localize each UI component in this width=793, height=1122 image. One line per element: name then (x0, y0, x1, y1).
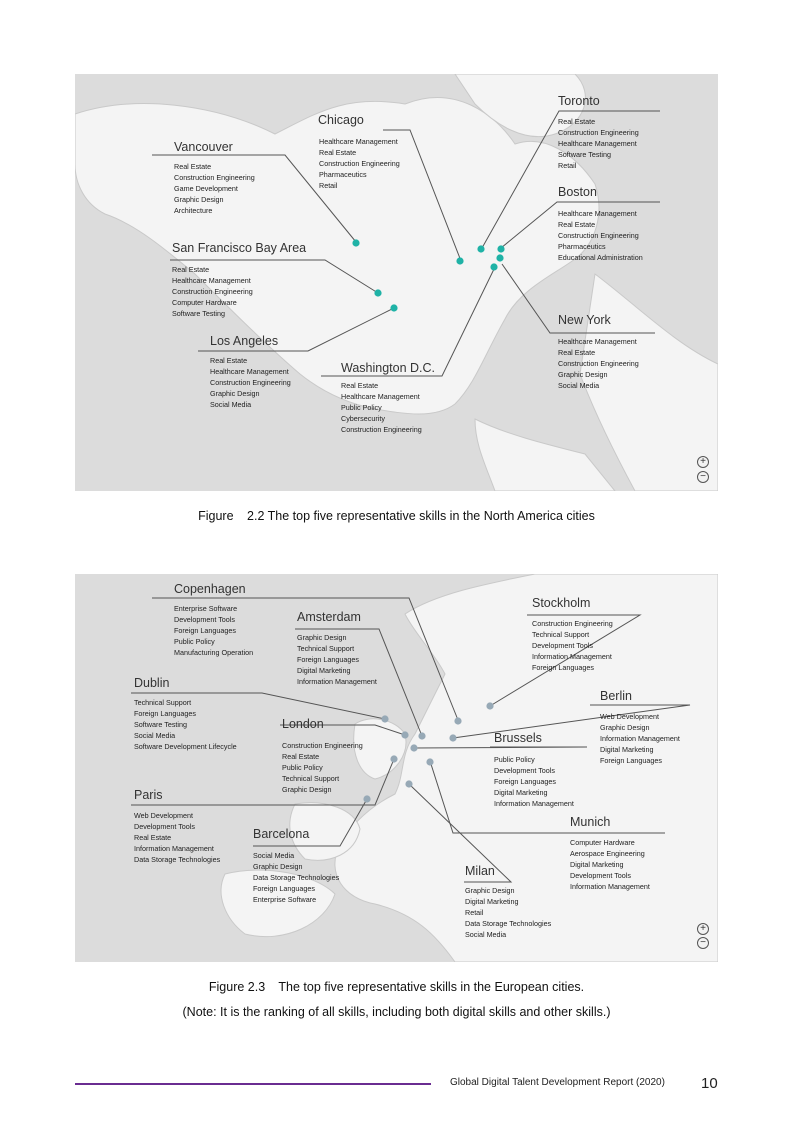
skill-item: Aerospace Engineering (570, 849, 645, 859)
skill-item: Real Estate (210, 356, 248, 365)
skill-item: Technical Support (282, 774, 340, 784)
skill-item: Web Development (600, 712, 659, 721)
skill-item: Real Estate (558, 117, 596, 126)
skill-item: Information Management (494, 799, 574, 809)
skills-list-paris (134, 810, 220, 865)
city-label-new-york: New York (558, 313, 611, 327)
skill-item: Technical Support (297, 644, 355, 654)
skill-item: Construction Engineering (558, 128, 639, 138)
skill-item: Real Estate (282, 752, 320, 762)
city-label-barcelona: Barcelona (253, 827, 310, 841)
skills-list-barcelona (253, 850, 339, 905)
skill-item: Digital Marketing (570, 860, 624, 870)
city-label-boston: Boston (558, 185, 597, 199)
skill-item: Construction Engineering (174, 173, 255, 183)
skill-item: Digital Marketing (465, 897, 519, 907)
marker-brussels (410, 744, 417, 751)
marker-los-angeles (390, 304, 397, 311)
skill-item: Digital Marketing (494, 788, 548, 798)
city-label-los-angeles: Los Angeles (210, 334, 279, 348)
skill-item: Graphic Design (210, 389, 260, 399)
skill-item: Data Storage Technologies (465, 919, 552, 929)
skill-item: Foreign Languages (134, 709, 196, 719)
skill-item: Pharmaceutics (319, 170, 367, 180)
skill-item: Data Storage Technologies (134, 855, 221, 865)
skill-item: Technical Support (532, 630, 590, 640)
skill-item: Graphic Design (253, 862, 303, 872)
marker-san-francisco (374, 289, 381, 296)
marker-new-york (496, 254, 503, 261)
skill-item: Real Estate (341, 381, 379, 390)
skill-item: Real Estate (319, 148, 357, 158)
skill-item: Game Development (174, 184, 238, 194)
skill-item: Graphic Design (297, 633, 347, 642)
city-label-london: London (282, 717, 324, 731)
skill-item: Development Tools (532, 641, 593, 651)
skills-list-london (282, 740, 363, 795)
city-label-berlin: Berlin (600, 689, 632, 703)
skill-item: Construction Engineering (558, 359, 639, 369)
skill-item: Graphic Design (600, 723, 650, 733)
skill-item: Social Media (134, 731, 176, 741)
skill-item: Social Media (253, 851, 295, 860)
skill-item: Development Tools (174, 615, 235, 625)
skill-item: Foreign Languages (253, 884, 315, 894)
zoom-in-button[interactable]: + (697, 456, 709, 468)
skill-item: Enterprise Software (174, 604, 238, 613)
skill-item: Real Estate (558, 348, 596, 358)
skill-item: Information Management (532, 652, 612, 662)
skill-item: Computer Hardware (570, 838, 635, 847)
skill-item: Retail (465, 908, 484, 918)
skills-list-chicago (319, 136, 400, 191)
skill-item: Real Estate (172, 265, 210, 274)
city-label-brussels: Brussels (494, 731, 542, 745)
skill-item: Healthcare Management (341, 392, 420, 402)
figure-text: The top five representative skills in the European cities. (278, 980, 585, 994)
skill-item: Cybersecurity (341, 414, 385, 424)
zoom-out-button[interactable]: − (697, 471, 709, 483)
skill-item: Retail (558, 161, 577, 171)
skill-item: Foreign Languages (494, 777, 556, 787)
marker-barcelona (363, 795, 370, 802)
skills-list-stockholm (532, 618, 613, 673)
skill-item: Software Testing (558, 150, 612, 160)
skill-item: Web Development (134, 811, 193, 820)
skill-item: Software Development Lifecycle (134, 742, 237, 752)
skill-item: Foreign Languages (600, 756, 662, 766)
skill-item: Graphic Design (282, 785, 332, 795)
marker-dublin (381, 715, 388, 722)
skill-item: Construction Engineering (210, 378, 291, 388)
city-label-washington: Washington D.C. (341, 361, 436, 375)
skill-item: Software Testing (172, 309, 226, 319)
skills-list-copenhagen (174, 603, 253, 658)
skill-item: Software Testing (134, 720, 188, 730)
skill-item: Healthcare Management (558, 337, 637, 346)
marker-vancouver (352, 239, 359, 246)
skill-item: Real Estate (134, 833, 172, 843)
skills-list-washington (341, 380, 422, 435)
marker-amsterdam (418, 732, 425, 739)
skills-list-vancouver (174, 161, 255, 216)
figure-text: 2.2 The top five representative skills in the North America cities (247, 509, 595, 523)
skill-item: Construction Engineering (172, 287, 253, 297)
page-number: 10 (701, 1075, 718, 1092)
skill-item: Construction Engineering (282, 741, 363, 750)
figure-caption-eu (0, 980, 793, 994)
skills-list-toronto (558, 116, 639, 171)
figure-note-eu: (Note: It is the ranking of all skills, including both digital skills and other skills.) (182, 1005, 611, 1019)
skill-item: Digital Marketing (297, 666, 351, 676)
europe-map-graphic (75, 574, 718, 962)
skill-item: Social Media (465, 930, 507, 940)
skill-item: Healthcare Management (319, 137, 398, 146)
skill-item: Development Tools (494, 766, 555, 776)
city-label-chicago: Chicago (318, 113, 364, 127)
marker-toronto (477, 245, 484, 252)
skill-item: Construction Engineering (319, 159, 400, 169)
skill-item: Real Estate (558, 220, 596, 230)
skill-item: Construction Engineering (558, 231, 639, 241)
footer-rule (75, 1083, 431, 1085)
marker-berlin (449, 734, 456, 741)
skill-item: Foreign Languages (532, 663, 594, 673)
skill-item: Public Policy (282, 763, 323, 773)
city-label-amsterdam: Amsterdam (297, 610, 361, 624)
skill-item: Development Tools (570, 871, 631, 881)
skill-item: Foreign Languages (297, 655, 359, 665)
skill-item: Information Management (600, 734, 680, 744)
zoom-in-button[interactable]: + (697, 923, 709, 935)
europe-map (75, 574, 718, 962)
skill-item: Graphic Design (465, 886, 515, 895)
skill-item: Digital Marketing (600, 745, 654, 755)
skills-list-milan (465, 885, 551, 940)
skill-item: Healthcare Management (172, 276, 251, 286)
skill-item: Healthcare Management (210, 367, 289, 377)
city-label-munich: Munich (570, 815, 611, 829)
footer-title: Global Digital Talent Development Report (2020) (450, 1077, 665, 1088)
city-label-vancouver: Vancouver (174, 140, 233, 154)
skill-item: Computer Hardware (172, 298, 237, 308)
marker-copenhagen (454, 717, 461, 724)
marker-chicago (456, 257, 463, 264)
skills-list-new-york (558, 336, 639, 391)
skills-list-munich (570, 837, 650, 892)
skill-item: Public Policy (494, 755, 535, 764)
city-label-copenhagen: Copenhagen (174, 582, 246, 596)
city-label-toronto: Toronto (558, 94, 600, 108)
north-america-map (75, 74, 718, 491)
marker-milan (405, 780, 412, 787)
skills-list-boston (558, 208, 643, 263)
marker-stockholm (486, 702, 493, 709)
marker-boston (497, 245, 504, 252)
skill-item: Pharmaceutics (558, 242, 606, 252)
skill-item: Public Policy (341, 403, 382, 413)
skill-item: Retail (319, 181, 338, 191)
skill-item: Public Policy (174, 637, 215, 647)
skill-item: Real Estate (174, 162, 212, 171)
marker-london (401, 731, 408, 738)
skill-item: Information Management (570, 882, 650, 892)
skill-item: Information Management (134, 844, 214, 854)
skills-list-berlin (600, 711, 680, 766)
skill-item: Graphic Design (558, 370, 608, 380)
skill-item: Development Tools (134, 822, 195, 832)
city-label-stockholm: Stockholm (532, 596, 591, 610)
skill-item: Social Media (210, 400, 252, 410)
skill-item: Architecture (174, 206, 213, 216)
skill-item: Information Management (297, 677, 377, 687)
zoom-out-button[interactable]: − (697, 937, 709, 949)
skills-list-amsterdam (297, 632, 377, 687)
skill-item: Healthcare Management (558, 139, 637, 149)
city-label-san-francisco: San Francisco Bay Area (172, 241, 307, 255)
skill-item: Healthcare Management (558, 209, 637, 218)
skill-item: Construction Engineering (341, 425, 422, 435)
figure-label: Figure 2.3 (208, 980, 266, 994)
skill-item: Data Storage Technologies (253, 873, 340, 883)
skill-item: Graphic Design (174, 195, 224, 205)
skill-item: Enterprise Software (253, 895, 317, 905)
skill-item: Technical Support (134, 698, 192, 707)
skills-list-dublin (134, 697, 237, 752)
marker-washington (490, 263, 497, 270)
city-label-dublin: Dublin (134, 676, 170, 690)
skill-item: Educational Administration (558, 253, 643, 263)
city-label-milan: Milan (465, 864, 495, 878)
skills-list-san-francisco (172, 264, 253, 319)
figure-label: Figure (198, 509, 234, 523)
marker-munich (426, 758, 433, 765)
figure-caption-na (0, 509, 793, 523)
city-label-paris: Paris (134, 788, 163, 802)
marker-paris (390, 755, 397, 762)
skill-item: Foreign Languages (174, 626, 236, 636)
skill-item: Construction Engineering (532, 619, 613, 628)
skill-item: Manufacturing Operation (174, 648, 254, 658)
skill-item: Social Media (558, 381, 600, 391)
skills-list-los-angeles (210, 355, 291, 410)
skills-list-brussels (494, 754, 574, 809)
